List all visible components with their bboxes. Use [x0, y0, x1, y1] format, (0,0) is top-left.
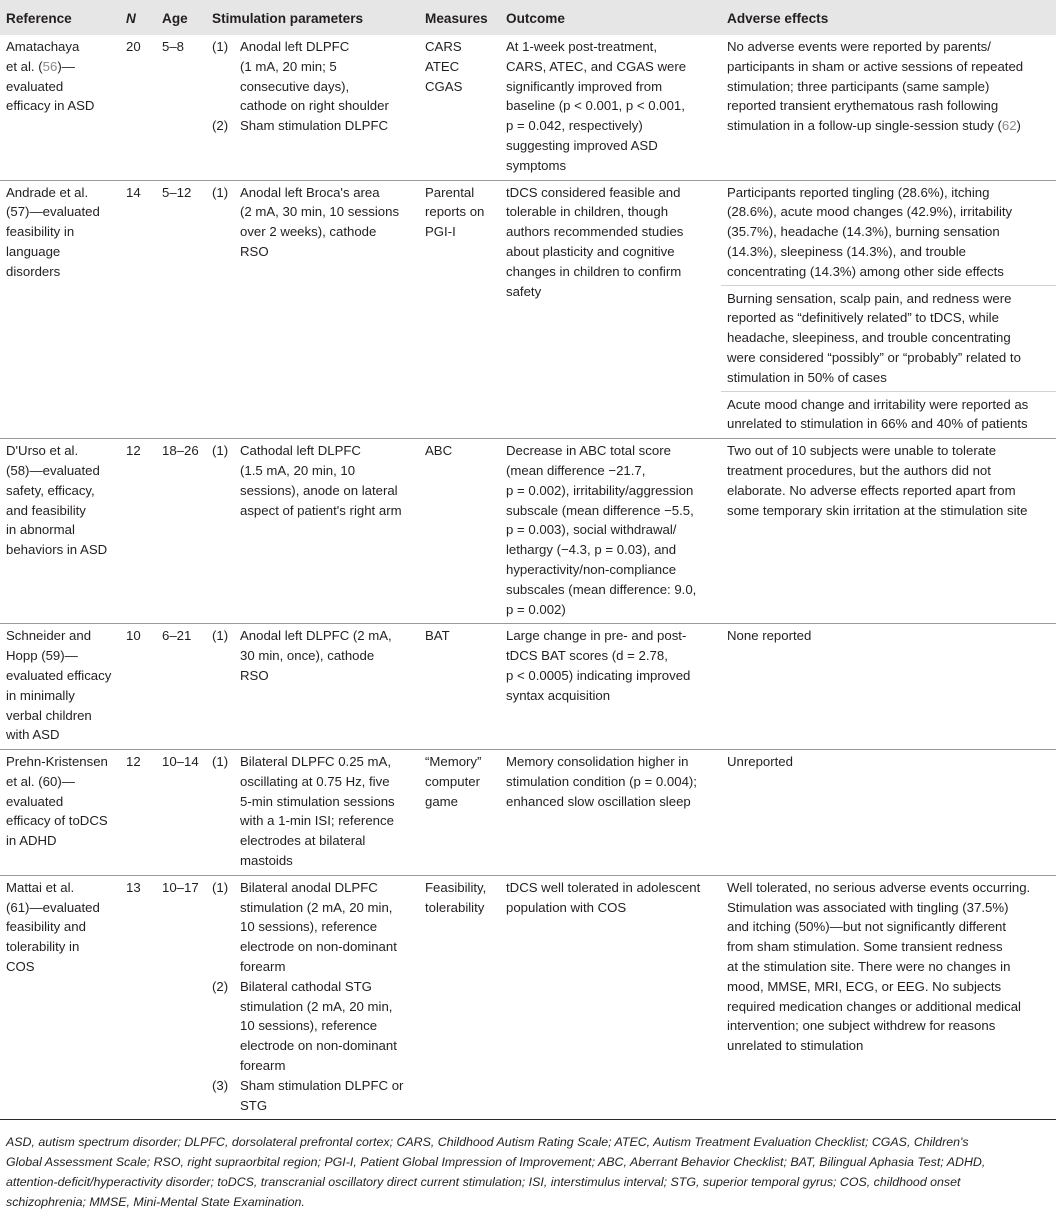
stimulation-cell — [206, 439, 419, 624]
reference-text: tolerability in — [6, 939, 80, 955]
reference-line — [6, 501, 114, 521]
reference-line — [6, 772, 114, 792]
item-text — [240, 878, 413, 977]
reference-text: Andrade et al. — [6, 184, 89, 200]
measures-cell — [419, 750, 500, 876]
table-body — [0, 35, 1056, 1120]
reference-text: (61)—evaluated — [6, 899, 100, 915]
reference-line — [6, 792, 114, 812]
footnote-line: ASD, autism spectrum disorder; DLPFC, dorsolateral prefrontal cortex; CARS, Childhood Autism Rating Scale; ATEC, Autism Treatment Evaluation Checklist; CGAS, Children's — [6, 1135, 969, 1150]
adverse-effects-cell — [721, 750, 1056, 876]
reference-line — [6, 706, 114, 726]
item-number: (3) — [212, 1077, 229, 1093]
outcome-line: baseline (p < 0.001, p < 0.001, — [506, 98, 685, 114]
header-reference: Reference — [0, 0, 120, 35]
item-number: (2) — [212, 978, 229, 994]
outcome-cell — [500, 875, 721, 1120]
measure-line: game — [425, 793, 458, 809]
adverse-paragraph — [721, 391, 1056, 435]
citation-number: 56 — [42, 58, 58, 74]
outcome-line: tolerable in children, though — [506, 204, 669, 220]
measures-cell — [419, 180, 500, 439]
table-footnote — [0, 1120, 1056, 1212]
item-number: (1) — [212, 443, 229, 459]
outcome-line: syntax acquisition — [506, 687, 611, 703]
measure-line: computer — [425, 773, 480, 789]
reference-line — [6, 752, 114, 772]
measure-line: Feasibility, — [425, 879, 487, 895]
item-number: (1) — [212, 184, 229, 200]
age-cell: 18–26 — [162, 443, 199, 459]
measure-line: BAT — [425, 628, 450, 644]
adverse-line: Well tolerated, no serious adverse events occurring. — [727, 879, 1031, 895]
reference-line — [6, 540, 114, 560]
adverse-line: mood, MMSE, MRI, ECG, or EEG. No subjects — [727, 978, 1002, 994]
adverse-line: Unreported — [727, 754, 793, 770]
outcome-cell — [500, 750, 721, 876]
header-stimulation: Stimulation parameters — [206, 0, 419, 35]
item-line: Cathodal left DLPFC — [240, 443, 361, 459]
table-row — [0, 750, 1056, 876]
footnote-line: attention-deficit/hyperactivity disorder; toDCS, transcranial oscillatory direct current stimulation; ISI, interstimulus interval; STG, superior temporal gyrus; COS, childhood onset — [6, 1175, 961, 1190]
item-line: stimulation (2 mA, 20 min, — [240, 899, 393, 915]
stimulation-cell — [206, 875, 419, 1120]
outcome-line: authors recommended studies — [506, 224, 684, 240]
reference-text: verbal children — [6, 707, 92, 723]
adverse-paragraph — [721, 183, 1056, 282]
outcome-line: At 1-week post-treatment, — [506, 39, 657, 54]
item-number: (2) — [212, 118, 229, 134]
item-text — [240, 752, 413, 871]
stimulation-item — [212, 878, 413, 977]
item-line: forearm — [240, 959, 286, 975]
reference-text: feasibility in — [6, 224, 75, 240]
item-line: Anodal left DLPFC (2 mA, — [240, 628, 392, 644]
reference-line — [6, 481, 114, 501]
reference-line — [6, 878, 114, 898]
item-line: 10 sessions), reference — [240, 919, 378, 935]
measure-line: CARS — [425, 39, 462, 54]
adverse-line: Participants reported tingling (28.6%), itching — [727, 184, 990, 200]
reference-cell — [0, 439, 120, 624]
reference-line — [6, 37, 114, 57]
adverse-line: and itching (50%)—but not significantly different — [727, 919, 1007, 935]
adverse-line: Two out of 10 subjects were unable to tolerate — [727, 443, 997, 459]
reference-text: (57)—evaluated — [6, 204, 100, 220]
reference-line — [6, 686, 114, 706]
outcome-line: CARS, ATEC, and CGAS were — [506, 58, 687, 74]
outcome-line: changes in children to confirm — [506, 263, 682, 279]
item-line: aspect of patient's right arm — [240, 502, 402, 518]
adverse-line: (28.6%), acute mood changes (42.9%), irritability — [727, 204, 1013, 220]
stimulation-item — [212, 441, 413, 520]
measure-line: ATEC — [425, 58, 460, 74]
n-cell: 13 — [126, 879, 141, 895]
outcome-line: hyperactivity/non-compliance — [506, 561, 677, 577]
item-line: STG — [240, 1097, 268, 1113]
adverse-line: (35.7%), headache (14.3%), burning sensation — [727, 224, 1000, 240]
reference-text: Prehn-Kristensen — [6, 754, 108, 770]
item-text — [240, 37, 413, 116]
item-line: sessions), anode on lateral — [240, 482, 398, 498]
item-number: (1) — [212, 754, 229, 770]
reference-text: evaluated — [6, 793, 64, 809]
reference-text: in abnormal — [6, 522, 75, 538]
n-cell: 14 — [126, 184, 141, 200]
adverse-line: some temporary skin irritation at the stimulation site — [727, 502, 1028, 518]
item-line: Bilateral cathodal STG — [240, 978, 372, 994]
reference-line — [6, 183, 114, 203]
adverse-line: stimulation in 50% of cases — [727, 369, 887, 385]
table-row — [0, 624, 1056, 750]
outcome-line: tDCS considered feasible and — [506, 184, 681, 200]
reference-line — [6, 520, 114, 540]
outcome-cell — [500, 439, 721, 624]
stimulation-item — [212, 977, 413, 1076]
adverse-line: participants in sham or active sessions of repeated — [727, 58, 1024, 74]
item-text — [240, 977, 413, 1076]
adverse-line: unrelated to stimulation in 66% and 40% of patients — [727, 416, 1028, 432]
reference-text: behaviors in ASD — [6, 542, 108, 558]
outcome-line: tDCS BAT scores (d = 2.78, — [506, 648, 668, 664]
table-row — [0, 875, 1056, 1120]
header-age: Age — [156, 0, 206, 35]
reference-text: with ASD — [6, 727, 60, 743]
item-line: over 2 weeks), cathode — [240, 224, 377, 240]
measures-cell — [419, 875, 500, 1120]
measure-line: reports on — [425, 204, 485, 220]
reference-line — [6, 77, 114, 97]
stimulation-cell — [206, 750, 419, 876]
adverse-line: reported as “definitively related” to tDCS, while — [727, 310, 999, 326]
outcome-line: p = 0.042, respectively) — [506, 118, 643, 134]
adverse-line: Acute mood change and irritability were reported as — [727, 396, 1029, 412]
adverse-line: stimulation; three participants (same sample) — [727, 78, 990, 94]
item-line: forearm — [240, 1058, 286, 1074]
outcome-line: safety — [506, 283, 542, 299]
reference-text: efficacy of toDCS — [6, 813, 108, 829]
outcome-line: (mean difference −21.7, — [506, 462, 646, 478]
measures-cell — [419, 35, 500, 180]
footnote-text — [6, 1132, 1050, 1212]
measure-line: CGAS — [425, 78, 463, 94]
adverse-line: reported transient erythematous rash following — [727, 98, 999, 114]
measure-line: “Memory” — [425, 754, 482, 770]
stimulation-item — [212, 183, 413, 262]
reference-cell — [0, 875, 120, 1120]
reference-text: in ADHD — [6, 833, 57, 849]
adverse-line: elaborate. No adverse effects reported apart from — [727, 482, 1016, 498]
stimulation-cell — [206, 180, 419, 439]
reference-text: and feasibility — [6, 502, 86, 518]
reference-line — [6, 222, 114, 242]
adverse-line: stimulation in a follow-up single-session study (62) — [727, 118, 1021, 134]
outcome-line: p = 0.003), social withdrawal/ — [506, 522, 677, 538]
reference-text: safety, efficacy, — [6, 482, 95, 498]
reference-text: efficacy in ASD — [6, 98, 95, 114]
reference-cell — [0, 180, 120, 439]
table-header — [0, 0, 1056, 35]
adverse-effects-cell — [721, 439, 1056, 624]
item-number: (1) — [212, 879, 229, 895]
adverse-paragraph — [721, 441, 1056, 520]
adverse-line: No adverse events were reported by parents/ — [727, 39, 991, 54]
outcome-line: tDCS well tolerated in adolescent — [506, 879, 701, 895]
item-line: RSO — [240, 667, 269, 683]
item-text — [240, 626, 413, 685]
item-line: RSO — [240, 243, 269, 259]
item-line: cathode on right shoulder — [240, 98, 389, 114]
item-line: (1.5 mA, 20 min, 10 — [240, 462, 356, 478]
reference-cell — [0, 750, 120, 876]
age-cell: 5–8 — [162, 39, 185, 54]
reference-text: in minimally — [6, 687, 75, 703]
item-line: Bilateral DLPFC 0.25 mA, — [240, 754, 391, 770]
age-cell: 10–14 — [162, 754, 199, 770]
reference-line — [6, 441, 114, 461]
measure-line: Parental — [425, 184, 475, 200]
reference-line — [6, 96, 114, 116]
measure-line: ABC — [425, 443, 453, 459]
reference-line — [6, 242, 114, 262]
measures-cell — [419, 439, 500, 624]
adverse-line: from sham stimulation. Some transient redness — [727, 939, 1003, 955]
item-line: electrode on non-dominant — [240, 939, 397, 955]
reference-text: Hopp (59)— — [6, 648, 78, 664]
item-line: Sham stimulation DLPFC — [240, 118, 389, 134]
stimulation-item — [212, 37, 413, 116]
reference-text: (58)—evaluated — [6, 462, 100, 478]
adverse-paragraph — [721, 37, 1056, 136]
reference-text: disorders — [6, 263, 61, 279]
adverse-line: required medication changes or additional medical — [727, 998, 1021, 1014]
outcome-cell — [500, 624, 721, 750]
item-line: Anodal left Broca's area — [240, 184, 380, 200]
item-text — [240, 116, 413, 136]
reference-text: D'Urso et al. — [6, 443, 79, 459]
outcome-line: population with COS — [506, 899, 627, 915]
n-cell: 20 — [126, 39, 141, 54]
adverse-line: Burning sensation, scalp pain, and redness were — [727, 290, 1012, 306]
stimulation-item — [212, 626, 413, 685]
item-line: (1 mA, 20 min; 5 — [240, 58, 337, 74]
item-line: Anodal left DLPFC — [240, 39, 350, 54]
footnote-line: Global Assessment Scale; RSO, right supraorbital region; PGI-I, Patient Global Impression of Improvement; ABC, Aberrant Behavior Checklist; BAT, Bilingual Aphasia Test; ADHD, — [6, 1155, 986, 1170]
citation-number: 62 — [1001, 118, 1017, 134]
item-line: (2 mA, 30 min, 10 sessions — [240, 204, 400, 220]
adverse-line: unrelated to stimulation — [727, 1038, 864, 1054]
reference-line — [6, 666, 114, 686]
adverse-line: (14.3%), sleepiness (14.3%), and trouble — [727, 243, 966, 259]
stimulation-cell — [206, 35, 419, 180]
adverse-line: None reported — [727, 628, 812, 644]
reference-line — [6, 202, 114, 222]
adverse-line: treatment procedures, but the authors did not — [727, 462, 991, 478]
adverse-effects-cell — [721, 875, 1056, 1120]
item-text — [240, 441, 413, 520]
reference-line — [6, 957, 114, 977]
adverse-line: Stimulation was associated with tingling (37.5%) — [727, 899, 1009, 915]
reference-line — [6, 725, 114, 745]
adverse-line: at the stimulation site. There were no changes in — [727, 959, 1011, 975]
reference-line — [6, 262, 114, 282]
outcome-line: symptoms — [506, 157, 567, 173]
item-line: 30 min, once), cathode — [240, 648, 375, 664]
reference-line — [6, 646, 114, 666]
n-cell: 12 — [126, 443, 141, 459]
outcome-line: significantly improved from — [506, 78, 663, 94]
item-line: oscillating at 0.75 Hz, five — [240, 773, 390, 789]
reference-text: Mattai et al. — [6, 879, 75, 895]
item-line: Sham stimulation DLPFC or — [240, 1077, 404, 1093]
header-adverse-effects: Adverse effects — [721, 0, 1056, 35]
reference-line — [6, 461, 114, 481]
item-line: electrodes at bilateral — [240, 833, 366, 849]
outcome-cell — [500, 180, 721, 439]
reference-text: et al. (60)— — [6, 773, 75, 789]
age-cell: 10–17 — [162, 879, 199, 895]
reference-line — [6, 937, 114, 957]
adverse-paragraph — [721, 878, 1056, 1056]
adverse-effects-cell — [721, 35, 1056, 180]
outcome-line: p = 0.002), irritability/aggression — [506, 482, 694, 498]
adverse-line: headache, sleepiness, and trouble concentrating — [727, 330, 1011, 346]
item-line: stimulation (2 mA, 20 min, — [240, 998, 393, 1014]
reference-text: language — [6, 243, 61, 259]
adverse-line: were considered “possibly” or “probably” related to — [727, 349, 1021, 365]
item-line: electrode on non-dominant — [240, 1038, 397, 1054]
outcome-line: suggesting improved ASD — [506, 137, 658, 153]
item-line: with a 1-min ISI; reference — [240, 813, 394, 829]
reference-text: evaluated efficacy — [6, 667, 112, 683]
outcome-line: Memory consolidation higher in — [506, 754, 689, 770]
adverse-paragraph — [721, 752, 1056, 772]
adverse-paragraph — [721, 285, 1056, 388]
adverse-line: concentrating (14.3%) among other side effects — [727, 263, 1004, 279]
item-line: 10 sessions), reference — [240, 1018, 378, 1034]
table-row — [0, 439, 1056, 624]
header-measures: Measures — [419, 0, 500, 35]
reference-line — [6, 626, 114, 646]
adverse-effects-cell — [721, 624, 1056, 750]
reference-line — [6, 898, 114, 918]
reference-text: Amatachaya — [6, 39, 80, 54]
stimulation-cell — [206, 624, 419, 750]
outcome-line: about plasticity and cognitive — [506, 243, 675, 259]
item-line: Bilateral anodal DLPFC — [240, 879, 378, 895]
reference-text: Schneider and — [6, 628, 92, 644]
reference-line — [6, 57, 114, 77]
outcome-line: p = 0.002) — [506, 601, 566, 617]
item-line: mastoids — [240, 853, 293, 869]
outcome-cell — [500, 35, 721, 180]
measures-cell — [419, 624, 500, 750]
item-line: consecutive days), — [240, 78, 350, 94]
item-number: (1) — [212, 39, 229, 54]
reference-text: COS — [6, 959, 35, 975]
n-cell: 12 — [126, 754, 141, 770]
item-line: 5-min stimulation sessions — [240, 793, 395, 809]
stimulation-item — [212, 752, 413, 871]
outcome-line: subscale (mean difference −5.5, — [506, 502, 694, 518]
item-text — [240, 183, 413, 262]
measure-line: tolerability — [425, 899, 485, 915]
age-cell: 5–12 — [162, 184, 192, 200]
outcome-line: enhanced slow oscillation sleep — [506, 793, 691, 809]
adverse-line: intervention; one subject withdrew for reasons — [727, 1018, 996, 1034]
age-cell: 6–21 — [162, 628, 192, 644]
outcome-line: Decrease in ABC total score — [506, 443, 671, 459]
outcome-line: stimulation condition (p = 0.004); — [506, 773, 697, 789]
outcome-line: subscales (mean difference: 9.0, — [506, 581, 697, 597]
outcome-line: lethargy (−4.3, p = 0.03), and — [506, 542, 677, 558]
reference-line — [6, 917, 114, 937]
item-number: (1) — [212, 628, 229, 644]
outcome-line: Large change in pre- and post- — [506, 628, 687, 644]
stimulation-item — [212, 1076, 413, 1116]
reference-line — [6, 831, 114, 851]
adverse-effects-cell — [721, 180, 1056, 439]
reference-cell — [0, 35, 120, 180]
header-outcome: Outcome — [500, 0, 721, 35]
stimulation-item — [212, 116, 413, 136]
footnote-line: schizophrenia; MMSE, Mini-Mental State Examination. — [6, 1195, 305, 1210]
outcome-line: p < 0.0005) indicating improved — [506, 667, 691, 683]
reference-cell — [0, 624, 120, 750]
reference-text: et al. ( — [6, 58, 43, 74]
reference-line — [6, 811, 114, 831]
reference-text: evaluated — [6, 78, 64, 94]
table-row — [0, 35, 1056, 180]
reference-text: )— — [57, 58, 75, 74]
item-text — [240, 1076, 413, 1116]
adverse-paragraph — [721, 626, 1056, 646]
header-n: N — [120, 0, 156, 35]
table-row — [0, 180, 1056, 439]
measure-line: PGI-I — [425, 224, 456, 240]
n-cell: 10 — [126, 628, 141, 644]
reference-text: feasibility and — [6, 919, 86, 935]
